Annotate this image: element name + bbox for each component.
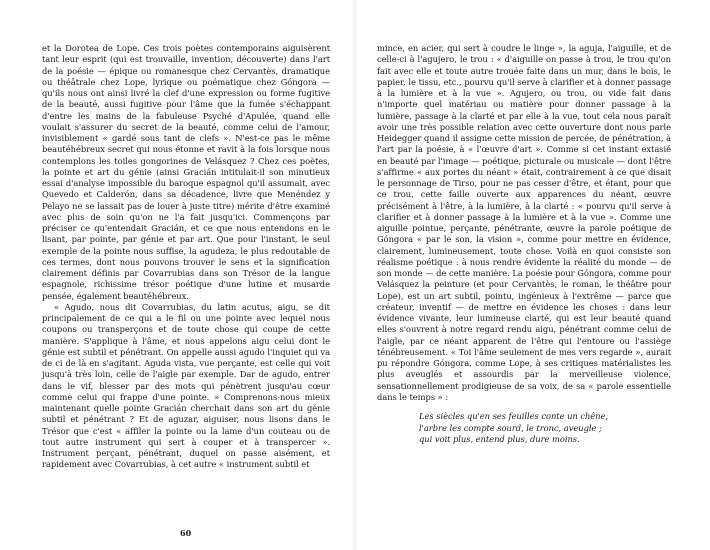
left-paragraph-2: « Agudo, nous dit Covarrubias, du latin acutus, aigu, se dit principalement de ce qui a le fil ou une pointe avec lequel nous coupons ou transperçons et de toute chose qui coupe de cette manière. S'applique à l'âme, et nous appelons aigu celui dont le génie est subtil et pénétrant. On appelle aussi agudo l'inquiet qui va de ci de là en s'agitant. Aguda vista, vue perçante, est celle qui voit jusqu'à très loin, celle de l'aigle par exemple. Dar de agudo, entrer dans le vif, blesser par des mots qui pénètrent jusqu'au cœur comme celui qui frappe d'une pointe. » Comprenons-nous mieux maintenant quelle pointe Gracián cherchait dans son art du génie subtil et pénétrant ? Et de aguzar, aiguiser, nous lisons dans le Trésor que c'est « affiler la pointe ou la lame d'un couteau ou de tout autre instrument qui sert à couper et à transpercer ». Instrument perçant, pénétrant, duquel on passe aisément, et rapidement avec Covarrubias, à cet autre « instrument subtil et [42, 301, 330, 470]
right-page [377, 43, 671, 446]
verse-line-1: Les siècles qu'en ses feuilles conte un chêne, [419, 411, 608, 421]
left-page [42, 43, 330, 471]
verse-line-2: l'arbre les compte sourd, le tronc, aveugle ; [419, 422, 602, 433]
page-number: 60 [180, 528, 192, 538]
right-paragraph-1: mince, en acier, qui sert à coudre le linge », la aguja, l'aiguille, et de celle-ci à l'agujero, le trou : « d'aiguille on passe à trou, le trou qu'on fait avec elle et toute autre trouée faite dans un mur, dans le bois, le papier, le tissu, etc., pourvu qu'il serve à clarifier et à donner passage à la lumière et à la vue ». Agujero, ou trou, ou vide fait dans n'importe quel matériau ou matière pour donner passage à la lumière, passage à la clarté et par elle à la vue, tout cela nous paraît avoir une très possible relation avec cette ouverture dont nous parle Heidegger quand il assigne cette mission de percée, de pénétration, à l'art par la poésie, à « l'œuvre d'art ». Comme si cet instant extasié en beauté par l'image — poétique, picturale ou musicale — dont l'être s'affirme « aux portes du néant » était, contrairement à ce que disait le personnage de Tirso, pour ne pas cesser d'être, et étant, pour que ce trou, cette faille ouverte aux apparences du néant, œuvre précisément à l'être, à la lumière, à la clarté : « pourvu qu'il serve à clarifier et à donner passage à la lumière et à la vue ». Comme une aiguille pointue, perçante, pénétrante, œuvre la parole poétique de Góngora « par le son, la vision », comme pour mettre en évidence, clairement, lumineusement, toute chose. Voilà en quoi consiste son réalisme poétique : à nous rendre évidente la réalité du monde — de son monde — de cette manière. La poésie pour Góngora, comme pour Velásquez la peinture (et pour Cervantès, le roman, le théâtre pour Lope), est un art subtil, pointu, ingénieux à l'extrême — parce que créateur, inventif — de mettre en évidence les choses : dans leur évidence vivante, leur lumineuse clarté, qui est leur beauté quand elles s'ouvrent à notre regard rendu aigu, pénétrant comme celui de l'aigle, par ce néant apparent de l'être qui l'entoure ou l'assiège ténébreusement. « Toi l'âme seulement de mes vers regarde », aurait pu répondre Góngora, comme Lope, à ses critiques matérialistes les plus aveuglés et assourdis par la merveilleuse violence, sensationnellement prodigieuse de sa voix, de sa « parole essentielle dans le temps » : [377, 43, 671, 402]
verse-quotation [419, 411, 671, 446]
verse-line-3: qui voit plus, entend plus, dure moins. [419, 434, 580, 445]
book-gutter [352, 0, 358, 550]
left-paragraph-1: et la Dorotea de Lope. Ces trois poètes contemporains aiguisèrent tant leur esprit (qui est trouvaille, invention, découverte) dans l'art de la poésie — épique ou romanesque chez Cervantès, dramatique ou théâtrale chez Lope, lyrique ou poématique chez Góngora — qu'ils nous ont ainsi livré la clef d'une expression ou forme fugitive de la beauté, aussi fugitive pour l'âme que la fumée s'échappant d'entre les mains de la fabuleuse Psyché d'Apulée, quand elle voulait s'assurer du secret de la beauté, comme celui de l'amour, invisiblement « gardé sous tant de clefs ». N'est-ce pas le même beautéhébreux secret qui nous étonne et ravit à la fois lorsque nous contemplons les toiles gongorines de Velásquez ? Chez ces poètes, la pointe et art du génie (ainsi Gracián intitulait-il son minutieux essai d'analyse impossible du baroque espagnol qu'il assumait, avec Quevedo et Calderón, dans sa décadence, livre que Menéndez y Pelayo ne se lassait pas de louer à juste titre) mérite d'être examiné avec plus de soin qu'on ne l'a fait jusqu'ici. Commençons par préciser ce qu'entendait Gracián, et ce que nous entendons en le lisant, par pointe, par génie et par art. Que pour l'instant, le seul exemple de la pointe nous suffise, la agudeza, le plus redoutable de ces termes, dont nous pouvons trouver le sens et la signification clairement définis par Covarrubias dans son Trésor de la langue espagnole, richissime trésor poétique d'une lutine et musarde pensée, également beautéhébreux. [42, 43, 330, 301]
